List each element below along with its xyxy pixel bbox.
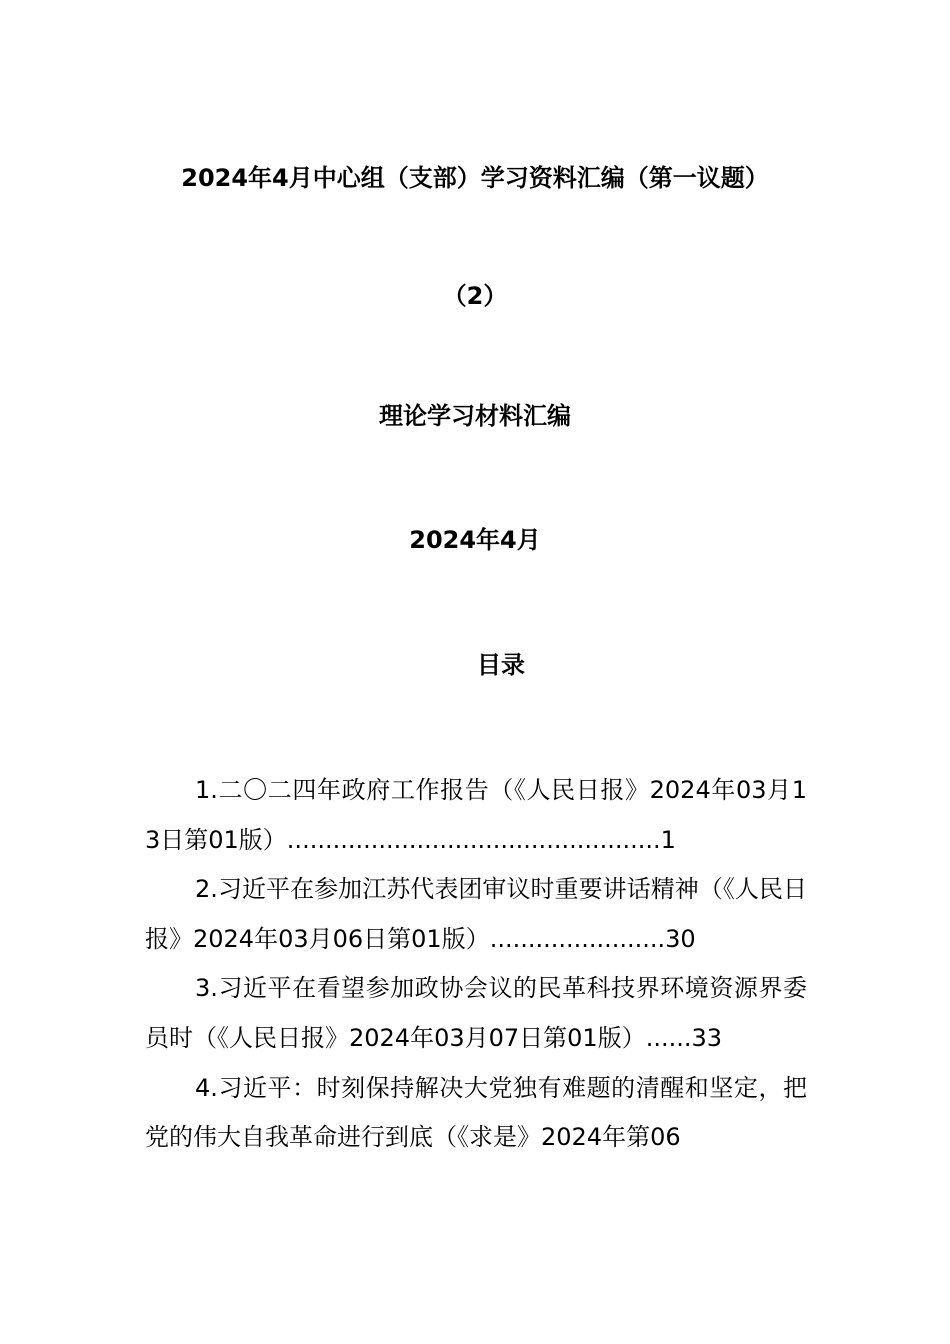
toc-entry[interactable]: 4.习近平：时刻保持解决大党独有难题的清醒和坚定，把党的伟大自我革命进行到底（《求是》2024年第06 — [145, 1073, 807, 1152]
toc-entry[interactable]: 2.习近平在参加江苏代表团审议时重要讲话精神（《人民日报》2024年03月06日第01版）.......................30 — [145, 875, 807, 953]
toc-entry[interactable]: 1.二〇二四年政府工作报告（《人民日报》2024年03月13日第01版）.................................................1 — [145, 776, 807, 854]
toc-heading: 目录 — [477, 651, 525, 679]
collection-name: 理论学习材料汇编 — [379, 402, 571, 430]
toc-entry[interactable]: 3.习近平在看望参加政协会议的民革科技界环境资源界委员时（《人民日报》2024年03月07日第01版）......33 — [145, 974, 807, 1052]
document-title: 2024年4月中心组（支部）学习资料汇编（第一议题） — [181, 164, 769, 192]
table-of-contents — [145, 766, 807, 1163]
document-subtitle-number: （2） — [442, 282, 508, 310]
document-date: 2024年4月 — [409, 526, 541, 554]
